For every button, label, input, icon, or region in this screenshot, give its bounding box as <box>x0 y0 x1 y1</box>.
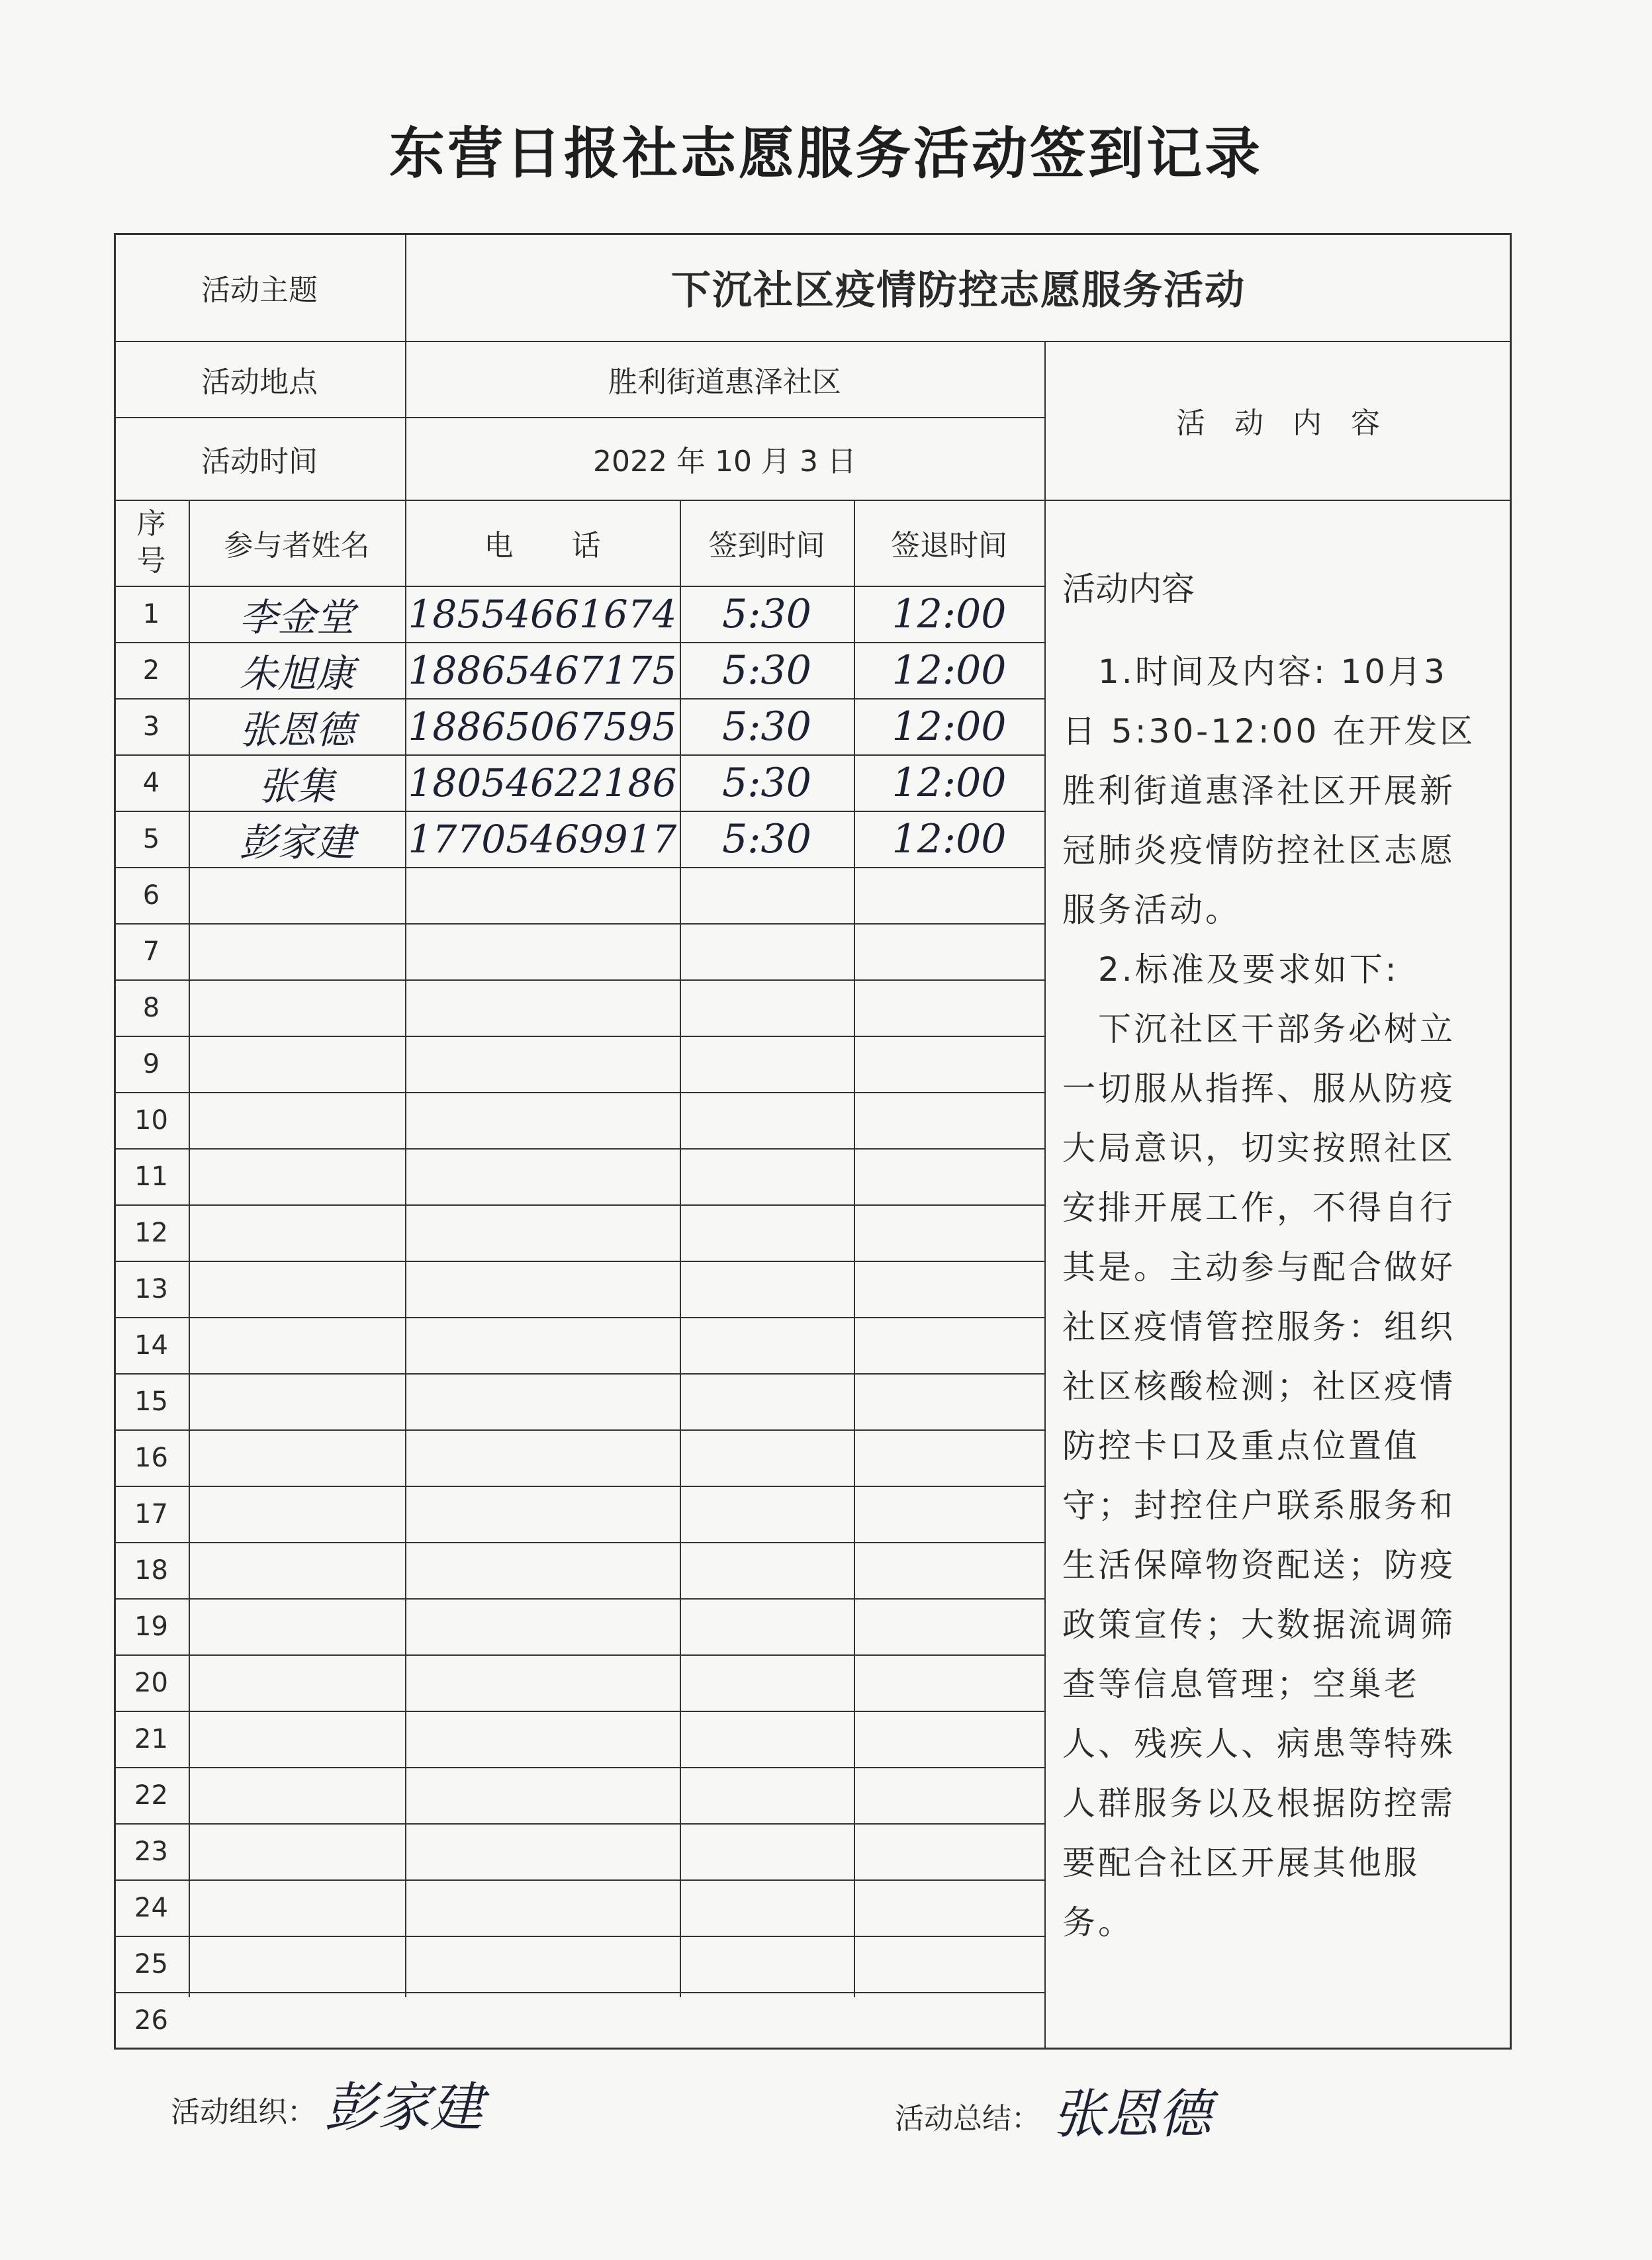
seq-header <box>114 500 189 586</box>
row-number: 21 <box>134 1723 168 1754</box>
summary-label: 活动总结： <box>895 2102 1040 2136</box>
theme-label: 活动主题 <box>201 273 318 307</box>
content-line: 其是。主动参与配合做好 <box>1062 1248 1455 1287</box>
content-line: 查等信息管理；空巢老 <box>1062 1665 1420 1703</box>
sign-out-time: 12:00 <box>892 703 1007 750</box>
row-number: 12 <box>134 1217 168 1248</box>
row-divider <box>114 1992 1044 1993</box>
seq-header-line1: 序 <box>136 507 166 541</box>
row-number: 14 <box>134 1330 168 1361</box>
content-line: 防控卡口及重点位置值 <box>1062 1427 1420 1465</box>
row-number: 2 <box>142 655 160 686</box>
content-body <box>1062 642 1506 1992</box>
row-number: 25 <box>134 1948 168 1979</box>
content-line: 政策宣传；大数据流调筛 <box>1062 1605 1455 1644</box>
row-divider <box>114 1486 1044 1487</box>
row-number: 16 <box>134 1442 168 1473</box>
row-divider <box>114 1373 1044 1375</box>
content-line: 社区疫情管控服务：组织 <box>1062 1308 1455 1346</box>
organizer-label: 活动组织： <box>171 2095 316 2129</box>
content-heading: 活动内容 <box>1062 570 1195 608</box>
content-line: 日 5:30-12:00 在开发区 <box>1062 712 1476 750</box>
row-divider <box>114 1823 1044 1825</box>
row-divider <box>114 1711 1044 1712</box>
participant-name: 朱旭康 <box>239 651 355 696</box>
time-label: 活动时间 <box>201 444 318 478</box>
sign-in-time: 5:30 <box>722 590 811 637</box>
activity-date: 2022 年 10 月 3 日 <box>593 444 856 478</box>
row-divider <box>114 1148 1044 1150</box>
name-header: 参与者姓名 <box>224 529 370 563</box>
location-label: 活动地点 <box>201 365 318 399</box>
divider <box>1044 341 1046 2050</box>
row-divider <box>114 923 1044 925</box>
seq-header-line2: 号 <box>136 544 166 578</box>
sign-in-header: 签到时间 <box>708 529 825 563</box>
row-divider <box>114 979 1044 981</box>
participant-phone: 18554661674 <box>408 591 677 637</box>
content-line: 安排开展工作，不得自行 <box>1062 1189 1455 1227</box>
row-divider <box>114 1936 1044 1937</box>
row-number: 20 <box>134 1667 168 1698</box>
content-line: 1.时间及内容: 10月3 <box>1062 653 1447 691</box>
content-line: 大局意识，切实按照社区 <box>1062 1129 1455 1167</box>
content-line: 要配合社区开展其他服 <box>1062 1844 1420 1882</box>
sign-in-time: 5:30 <box>722 703 811 750</box>
row-divider <box>114 2048 1044 2050</box>
sign-out-time: 12:00 <box>892 590 1007 637</box>
row-divider <box>114 1092 1044 1093</box>
row-divider <box>114 1429 1044 1431</box>
sign-in-time: 5:30 <box>722 815 811 862</box>
participant-name: 彭家建 <box>239 819 355 865</box>
participant-phone: 18054622186 <box>408 760 677 805</box>
row-number: 18 <box>134 1555 168 1586</box>
content-line: 务。 <box>1062 1903 1134 1942</box>
row-divider <box>114 867 1044 868</box>
content-line: 服务活动。 <box>1062 891 1241 929</box>
sign-out-time: 12:00 <box>892 647 1007 694</box>
row-number: 6 <box>142 880 160 911</box>
content-line: 守；封控住户联系服务和 <box>1062 1486 1455 1525</box>
row-number: 8 <box>142 992 160 1023</box>
row-number: 19 <box>134 1611 168 1642</box>
row-number: 3 <box>142 711 160 742</box>
sign-out-time: 12:00 <box>892 815 1007 862</box>
participant-name: 李金堂 <box>239 594 355 640</box>
content-line: 人、残疾人、病患等特殊 <box>1062 1725 1455 1763</box>
row-number: 7 <box>142 936 160 967</box>
row-divider <box>114 1261 1044 1262</box>
content-line: 冠肺炎疫情防控社区志愿 <box>1062 831 1455 870</box>
row-number: 15 <box>134 1386 168 1417</box>
content-line: 生活保障物资配送；防疫 <box>1062 1546 1455 1584</box>
row-number: 24 <box>134 1892 168 1923</box>
row-divider <box>114 1767 1044 1768</box>
row-number: 1 <box>142 598 160 629</box>
content-line: 胜利街道惠泽社区开展新 <box>1062 772 1455 810</box>
participant-phone: 17705469917 <box>408 816 677 862</box>
organizer-signature: 彭家建 <box>324 2077 483 2138</box>
content-line: 下沉社区干部务必树立 <box>1062 1010 1455 1048</box>
participant-phone: 18865067595 <box>408 703 677 749</box>
row-number: 13 <box>134 1273 168 1304</box>
content-line: 一切服从指挥、服从防疫 <box>1062 1069 1455 1108</box>
row-number: 17 <box>134 1498 168 1529</box>
content-line: 社区核酸检测；社区疫情 <box>1062 1367 1455 1406</box>
row-divider <box>114 1036 1044 1037</box>
page-title: 东营日报社志愿服务活动签到记录 <box>389 120 1263 186</box>
participant-name: 张恩德 <box>239 707 355 752</box>
row-divider <box>114 1598 1044 1600</box>
activity-theme: 下沉社区疫情防控志愿服务活动 <box>671 267 1246 314</box>
row-number: 9 <box>142 1048 160 1079</box>
participant-name: 张集 <box>258 763 336 809</box>
row-number: 22 <box>134 1780 168 1811</box>
row-divider <box>114 1654 1044 1656</box>
row-divider <box>114 1542 1044 1543</box>
row-number: 4 <box>142 767 160 798</box>
activity-location: 胜利街道惠泽社区 <box>608 365 841 399</box>
phone-header: 电 话 <box>484 529 601 563</box>
sign-in-time: 5:30 <box>722 647 811 694</box>
sign-in-time: 5:30 <box>722 759 811 806</box>
sign-out-time: 12:00 <box>892 759 1007 806</box>
content-column-header: 活 动 内 容 <box>1176 406 1380 440</box>
summary-signature: 张恩德 <box>1052 2083 1211 2145</box>
content-line: 人群服务以及根据防控需 <box>1062 1784 1455 1823</box>
participant-phone: 18865467175 <box>408 647 677 693</box>
row-number: 26 <box>134 2005 168 2036</box>
row-number: 5 <box>142 823 160 854</box>
content-line: 2.标准及要求如下: <box>1062 950 1399 989</box>
row-number: 11 <box>134 1161 168 1192</box>
row-divider <box>114 1317 1044 1318</box>
row-divider <box>114 1879 1044 1881</box>
row-number: 23 <box>134 1836 168 1867</box>
row-divider <box>114 1204 1044 1206</box>
sign-out-header: 签退时间 <box>891 529 1007 563</box>
row-number: 10 <box>134 1105 168 1136</box>
